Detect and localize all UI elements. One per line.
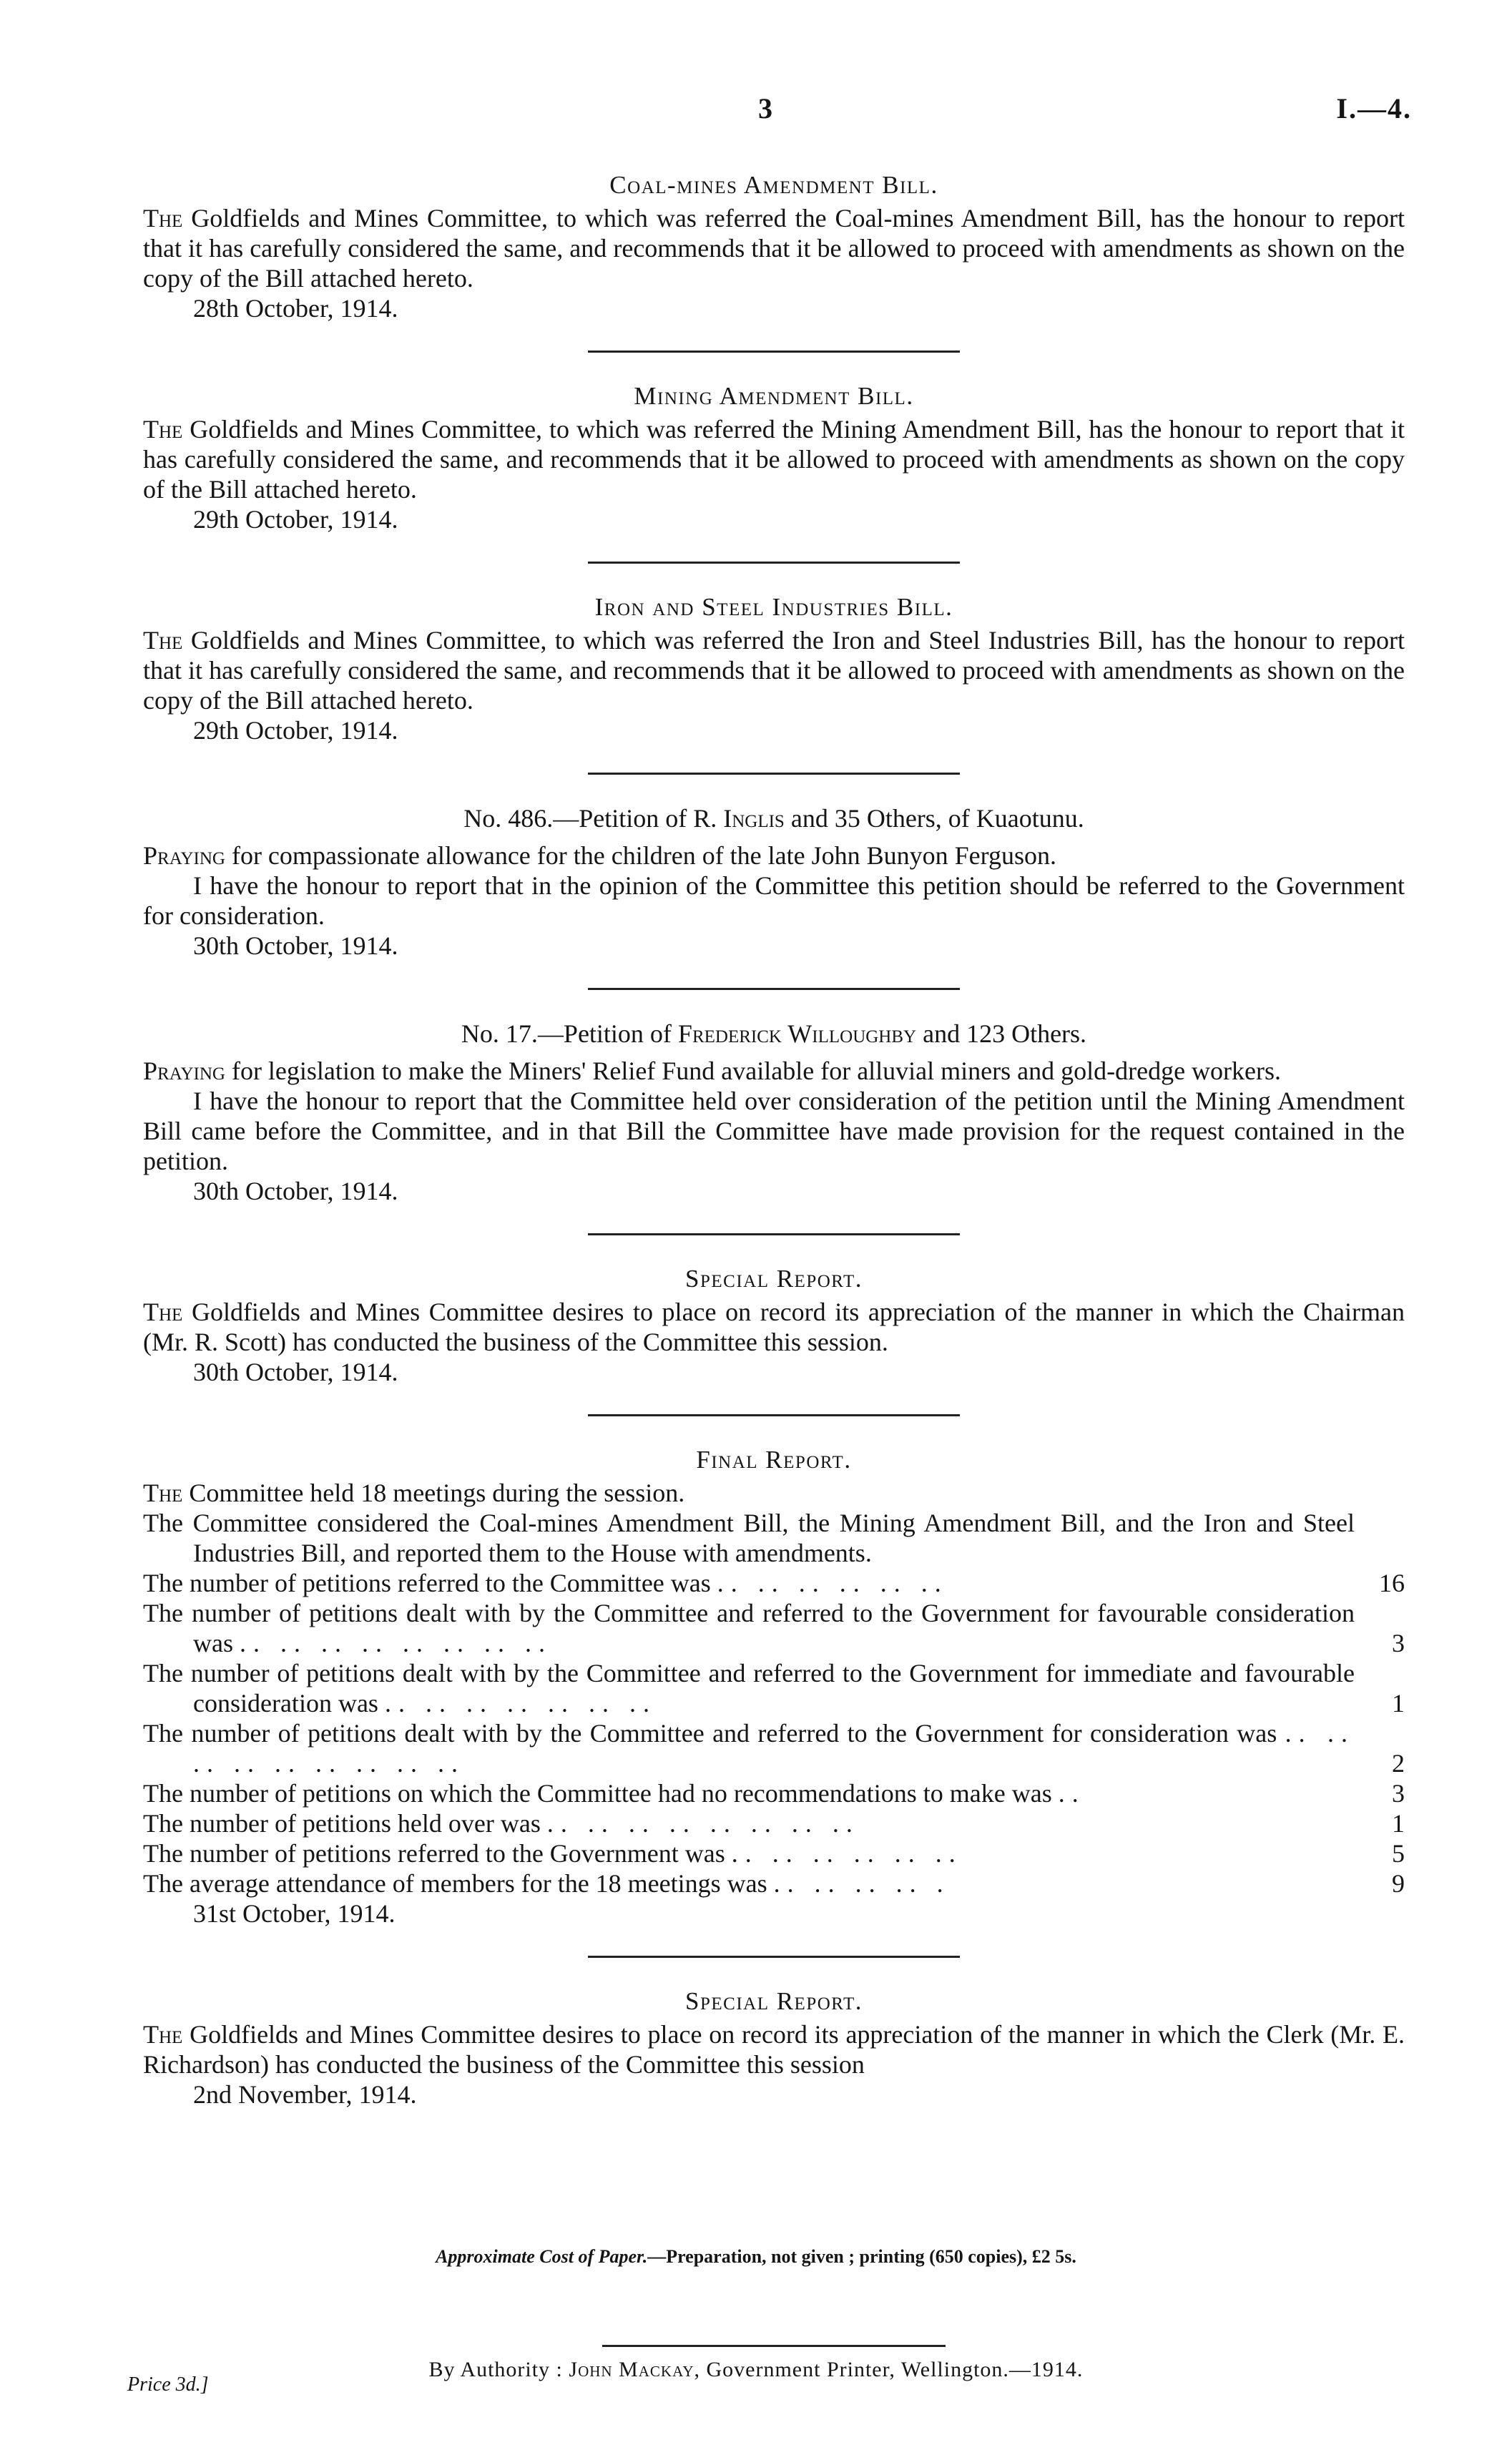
petitioner-name: Frederick Willoughby [677,1019,917,1048]
stat-value: 16 [1379,1569,1405,1597]
stat-label: The number of petitions on which the Committee had no recommendations to make was [143,1779,1052,1808]
petitioner-name: Inglis [723,804,785,833]
page-number: 3 [758,92,772,124]
section-paragraph [143,1297,1405,1357]
stat-label: The number of petitions held over was [143,1809,541,1838]
report-body [143,170,1405,2110]
stat-row: The number of petitions dealt with by the Committee and referred to the Government for consideration was .. .. .. .. .. .. .. .. .. 2 [143,1719,1405,1778]
report-date: 31st October, 1914. [193,1899,396,1928]
lead-word: The [143,415,183,444]
report-date: 29th October, 1914. [193,505,398,534]
imprint-suffix: , Government Printer, Wellington.—1914. [694,2358,1084,2381]
stat-value: 3 [1392,1779,1405,1808]
cost-label: Approximate Cost of Paper. [436,2246,648,2267]
stat-label: The number of petitions dealt with by the Committee and referred to the Government for consideration was [143,1719,1277,1748]
petition-title-prefix: No. 486.—Petition of R. [463,804,724,833]
price-label: Price 3d.] [127,2373,209,2396]
lead-word: Praying [143,841,225,870]
lead-word: The [143,204,183,232]
paragraph-text: Goldfields and Mines Committee, to which was referred the Mining Amendment Bill, has the honour to report that it has carefully considered the same, and recommends that it be allowed to proceed with amendments as shown on the copy of the Bill attached hereto. [143,415,1405,504]
section-final-report [143,1445,1405,1929]
stat-value: 5 [1392,1839,1405,1868]
report-date: 30th October, 1914. [193,1358,398,1386]
printer-name: John Mackay [569,2358,694,2381]
stat-label: The number of petitions dealt with by the Committee and referred to the Government for immediate and favourable consideration was [143,1659,1355,1718]
lead-word: The [143,1298,183,1326]
considered-text: The Committee considered the Coal-mines Amendment Bill, the Mining Amendment Bill, and the Iron and Steel Industries Bill, and reported them to the House with amendments. [143,1509,1355,1567]
petition-title [143,1019,1405,1049]
printer-imprint [0,2358,1512,2382]
report-date: 30th October, 1914. [193,931,398,960]
section-divider [143,562,1405,564]
section-divider [143,1956,1405,1958]
petition-prayer [143,841,1405,871]
section-divider [143,988,1405,990]
section-divider [143,773,1405,775]
section-title: Coal-mines Amendment Bill. [609,171,938,199]
report-date: 2nd November, 1914. [193,2080,417,2109]
stat-label: The number of petitions referred to the Committee was [143,1569,711,1597]
prayer-text: for legislation to make the Miners' Relief Fund available for alluvial miners and gold-dredge workers. [225,1057,1282,1085]
lead-word: Praying [143,1057,225,1085]
paragraph-text: Goldfields and Mines Committee desires to place on record its appreciation of the manner in which the Clerk (Mr. E. Richardson) has conducted the business of the Committee this session [143,2020,1405,2079]
statistics-list [143,1568,1405,1898]
stat-value: 1 [1392,1689,1405,1718]
section-title: Special Report. [685,1265,863,1293]
paragraph-text: Goldfields and Mines Committee, to which was referred the Coal-mines Amendment Bill, has the honour to report that it has carefully considered the same, and recommends that it be allowed to proceed with amendments as shown on the copy of the Bill attached hereto. [143,204,1405,293]
paragraph-text: Goldfields and Mines Committee, to which was referred the Iron and Steel Industries Bill, has the honour to report that it has carefully considered the same, and recommends that it be allowed to proceed with amendments as shown on the copy of the Bill attached hereto. [143,626,1405,715]
prayer-text: for compassionate allowance for the children of the late John Bunyon Ferguson. [225,841,1056,870]
section-title: Special Report. [685,1987,863,2015]
section-iron-steel-bill [143,592,1405,745]
paper-reference: I.—4. [1336,92,1412,124]
section-paragraph [143,2019,1405,2079]
section-divider [143,1414,1405,1416]
petition-title-prefix: No. 17.—Petition of [461,1019,678,1048]
stat-row: The number of petitions on which the Committee had no recommendations to make was .. 3 [143,1779,1405,1808]
petition-report: I have the honour to report that the Committee held over consideration of the petition until the Mining Amendment Bill came before the Committee, and in that Bill the Committee have made provision for the request contained in the petition. [143,1087,1405,1175]
petition-title-suffix: and 35 Others, of Kuaotunu. [784,804,1084,833]
final-intro [143,1478,1405,1508]
cost-text: —Preparation, not given ; printing (650 copies), £2 5s. [647,2246,1076,2267]
report-date: 30th October, 1914. [193,1177,398,1205]
section-petition-17 [143,1019,1405,1206]
petition-prayer [143,1056,1405,1086]
stat-row: The number of petitions dealt with by the Committee and referred to the Government for favourable consideration was .. .. .. .. .. .. .. .. 3 [143,1599,1405,1657]
lead-word: The [143,1479,183,1507]
section-coal-mines-bill [143,170,1405,323]
paragraph-text: Goldfields and Mines Committee desires to place on record its appreciation of the manner in which the Chairman (Mr. R. Scott) has conducted the business of the Committee this session. [143,1298,1405,1356]
petition-title-suffix: and 123 Others. [916,1019,1087,1048]
section-title: Mining Amendment Bill. [634,382,914,410]
section-title: Final Report. [696,1446,852,1474]
stat-row: The number of petitions referred to the Committee was .. .. .. .. .. .. 16 [143,1569,1405,1597]
section-divider [143,1233,1405,1235]
section-petition-486 [143,803,1405,961]
section-paragraph [143,414,1405,504]
lead-word: The [143,2020,183,2049]
petition-title [143,803,1405,833]
intro-text: Committee held 18 meetings during the session. [182,1479,685,1507]
cost-of-paper [0,2246,1512,2268]
stat-label: The number of petitions dealt with by the Committee and referred to the Government for favourable consideration was [143,1599,1355,1657]
stat-label: The average attendance of members for the 18 meetings was [143,1869,767,1898]
footer-divider [602,2345,946,2347]
report-date: 28th October, 1914. [193,294,398,323]
final-considered [143,1508,1405,1568]
lead-word: The [143,626,183,655]
section-paragraph [143,625,1405,715]
section-paragraph [143,203,1405,293]
stat-value: 9 [1392,1869,1405,1898]
stat-value: 1 [1392,1809,1405,1838]
report-date: 29th October, 1914. [193,716,398,745]
stat-row: The number of petitions held over was .. .. .. .. .. .. .. .. 1 [143,1809,1405,1838]
stat-value: 3 [1392,1629,1405,1657]
imprint-prefix: By Authority : [428,2358,569,2381]
section-special-report-clerk [143,1986,1405,2110]
stat-row: The number of petitions dealt with by the Committee and referred to the Government for immediate and favourable consideration was .. .. .. .. .. .. .. 1 [143,1659,1405,1718]
stat-row: The number of petitions referred to the Government was .. .. .. .. .. .. 5 [143,1839,1405,1868]
section-title: Iron and Steel Industries Bill. [594,593,953,621]
section-special-report-chairman [143,1264,1405,1387]
section-divider [143,351,1405,353]
petition-report: I have the honour to report that in the opinion of the Committee this petition should be referred to the Government for consideration. [143,871,1405,930]
section-mining-bill [143,381,1405,534]
stat-row: The average attendance of members for the 18 meetings was .. .. .. .. . 9 [143,1869,1405,1898]
stat-value: 2 [1392,1749,1405,1778]
stat-label: The number of petitions referred to the Government was [143,1839,725,1868]
